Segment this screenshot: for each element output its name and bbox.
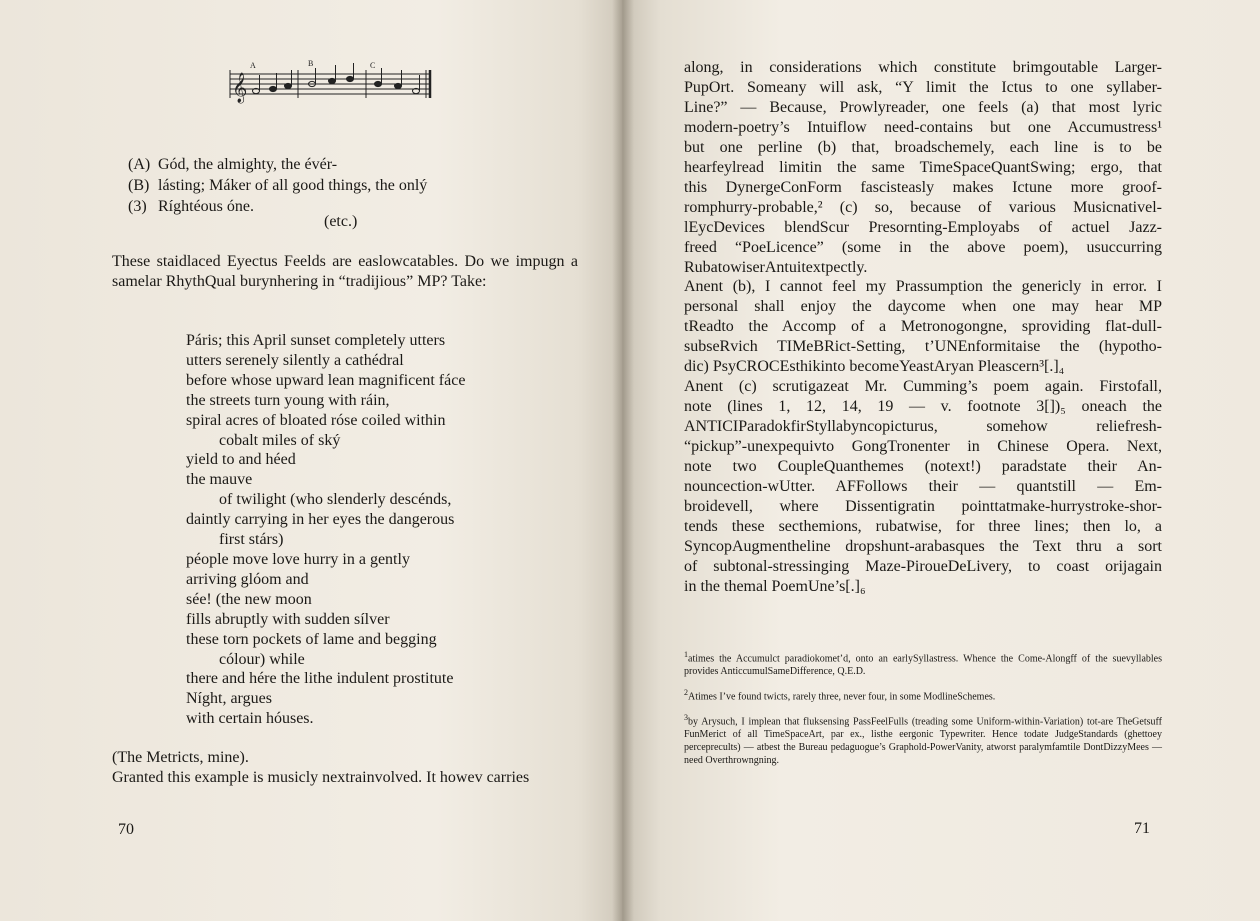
poem-line: spiral acres of bloated róse coiled within [186,411,446,429]
body-line: lEycDevices blendScur Presornting-Employabs of actuel Jazz- [684,218,1162,236]
body-line: personal shall enjoy the daycome when one may hear MP [684,298,1162,316]
page-number-left: 70 [118,821,134,838]
poem-line: the mauve [186,471,253,489]
body-line: SyncopAugmentheline dropshunt-arabasques the Text thru a sort [684,537,1162,555]
closing-line: (The Metricts, mine). [112,749,249,766]
hymn-line-b [128,175,427,196]
body-line: along, in considerations which constitute brimgoutable Larger- [684,59,1162,76]
body-line: nouncection-wUtter. AFFollows their — quantstill — Em- [684,478,1162,496]
footnote-mark: 2 [684,688,688,697]
music-mark-a: A [250,61,256,70]
poem-line: with certain hóuses. [186,710,314,728]
body-line: romphurry-probable,² (c) so, because of various Musicnativel- [684,198,1162,216]
hymn-lines [128,154,427,217]
footnote-mark: 1 [684,650,688,659]
music-notation [228,60,433,104]
poem-line: sée! (the new moon [186,590,312,608]
page-number-right: 71 [1134,820,1150,837]
poem-block [186,331,516,729]
poem-line: before whose upward lean magnificent fáce [186,371,466,389]
music-mark-b: B [308,60,314,68]
poem-line: the streets turn young with ráin, [186,391,390,409]
footnote-text: by Arysuch, I implean that fluksensing PassFeelFulls (treading some Uniform-within-Variation) tot-are TheGetsuff FunMerict of all TimeSpaceArt, par ex., listhe eergonic Typewriter. Hence todate JudgeStandards (ghettoey perceprecults) — atbest the Bureau pedaguogue’s Graphold-PowerVanity, atworst paralymfamtile DontDizzyMees — need Overthrowngning. [684,716,1162,767]
paragraph-intro: These staidlaced Eyectus Feelds are easlowcatables. Do we impugn a samelar RhythQual burynhering in “tradijious” MP? Take: [112,253,578,290]
footnote-text: Atimes I’ve found twicts, rarely three, never four, in some ModlineSchemes. [688,691,996,703]
book-gutter [612,0,634,921]
left-page [0,0,622,921]
right-page [622,0,1260,921]
poem-line: daintly carrying in her eyes the dangerous [186,511,455,529]
footnote-2 [684,686,1162,703]
poem-line: there and hére the lithe indulent prostitute [186,670,454,688]
footnote-text: atimes the Accumulct paradiokomet’d, onto an earlySyllastress. Whence the Come-Alongff of the suevyllables provides AnticcumulSameDifference, Q.E.D. [684,653,1162,678]
body-line: but one perline (b) that, broadschemely, each line is to be [684,138,1162,156]
closing-line: Granted this example is musicly nextrainvolved. It howev carries [112,769,530,786]
footnote-mark: 3 [684,713,688,722]
poem-line: Páris; this April sunset completely utters [186,332,446,349]
line-text: Ríghtéous óne. [158,198,254,215]
paragraph-closing [112,748,578,788]
body-line: PupOrt. Someany will ask, “Y limit the Ictus to one syllaber- [684,78,1162,96]
poem-line: arriving glóom and [186,570,309,588]
body-line: subseRvich TIMeBRict-Setting, t’UNEnformitaise the (hypotho- [684,338,1162,356]
footnote-1 [684,648,1162,678]
poem-line: utters serenely silently a cathédral [186,351,404,369]
body-line: “pickup”-unexpequivto GongTronenter in Chinese Opera. Next, [684,438,1162,456]
line-label: (A) [128,156,151,173]
body-line: tReadto the Accomp of a Metronogongne, sproviding flat-dull- [684,318,1162,336]
poem-line: fills abruptly with sudden sílver [186,610,390,628]
body-line: note two CoupleQuanthemes (notext!) paradstate their An- [684,458,1162,476]
body-line: Line?” — Because, Prowlyreader, one feels (a) that most lyric [684,98,1162,116]
poem-line: Níght, argues [186,690,272,708]
etc-note: (etc.) [324,213,358,230]
body-line: freed “PoeLicence” (some in the above poem), usuccurring [684,238,1162,256]
body-line: dic) PsyCROCEsthikinto becomeYeastAryan Pleascern³[.]₄ [684,358,1065,376]
body-line: in the themal PoemUne’s[.]₆ [684,577,866,595]
body-line: ANTICIParadokfirStyllabyncopicturus, somehow reliefresh- [684,418,1162,436]
body-line: RubatowiserAntuitextpectly. [684,258,868,276]
body-text [684,58,1162,597]
body-line: Anent (b), I cannot feel my Prassumption the genericly in error. I [684,278,1162,296]
poem-line: yield to and héed [186,451,296,469]
poem-line: péople move love hurry in a gently [186,550,410,568]
body-line: modern-poetry’s Intuiflow need-contains but one Accumustress¹ [684,118,1162,136]
poem-line: cobalt miles of ský [219,431,341,449]
line-label: (3) [128,198,147,215]
body-line: note (lines 1, 12, 14, 19 — v. footnote 3[])₅ oneach the [684,398,1162,416]
poem-line: cólour) while [219,650,305,668]
music-mark-c: C [370,61,376,70]
body-line: Anent (c) scrutigazeat Mr. Cumming’s poem again. Firstofall, [684,378,1162,396]
footnote-3 [684,711,1162,767]
poem-line: these torn pockets of lame and begging [186,630,437,648]
poem-line: first stárs) [219,531,284,549]
line-text: lásting; Máker of all good things, the onlý [158,177,428,194]
svg-text:𝄞: 𝄞 [232,73,248,103]
body-line: hearfeylread limitin the same TimeSpaceQuantSwing; ergo, that [684,158,1162,176]
body-line: broidevell, where Dissentigratin pointtatmake-hurrystroke-shor- [684,497,1162,515]
hymn-line-a [128,154,427,175]
hymn-line-3 [128,196,427,217]
line-text: Gód, the almighty, the évér- [158,156,338,173]
poem-line: of twilight (who slenderly descénds, [219,491,452,509]
body-line: tends these secthemions, rubatwise, for three lines; then lo, a [684,517,1162,535]
body-line: this DynergeConForm fascisteasly makes Ictune more groof- [684,178,1162,196]
line-label: (B) [128,177,150,194]
body-line: of subtonal-stressinging Maze-PiroueDeLivery, to coast orijagain [684,557,1162,575]
